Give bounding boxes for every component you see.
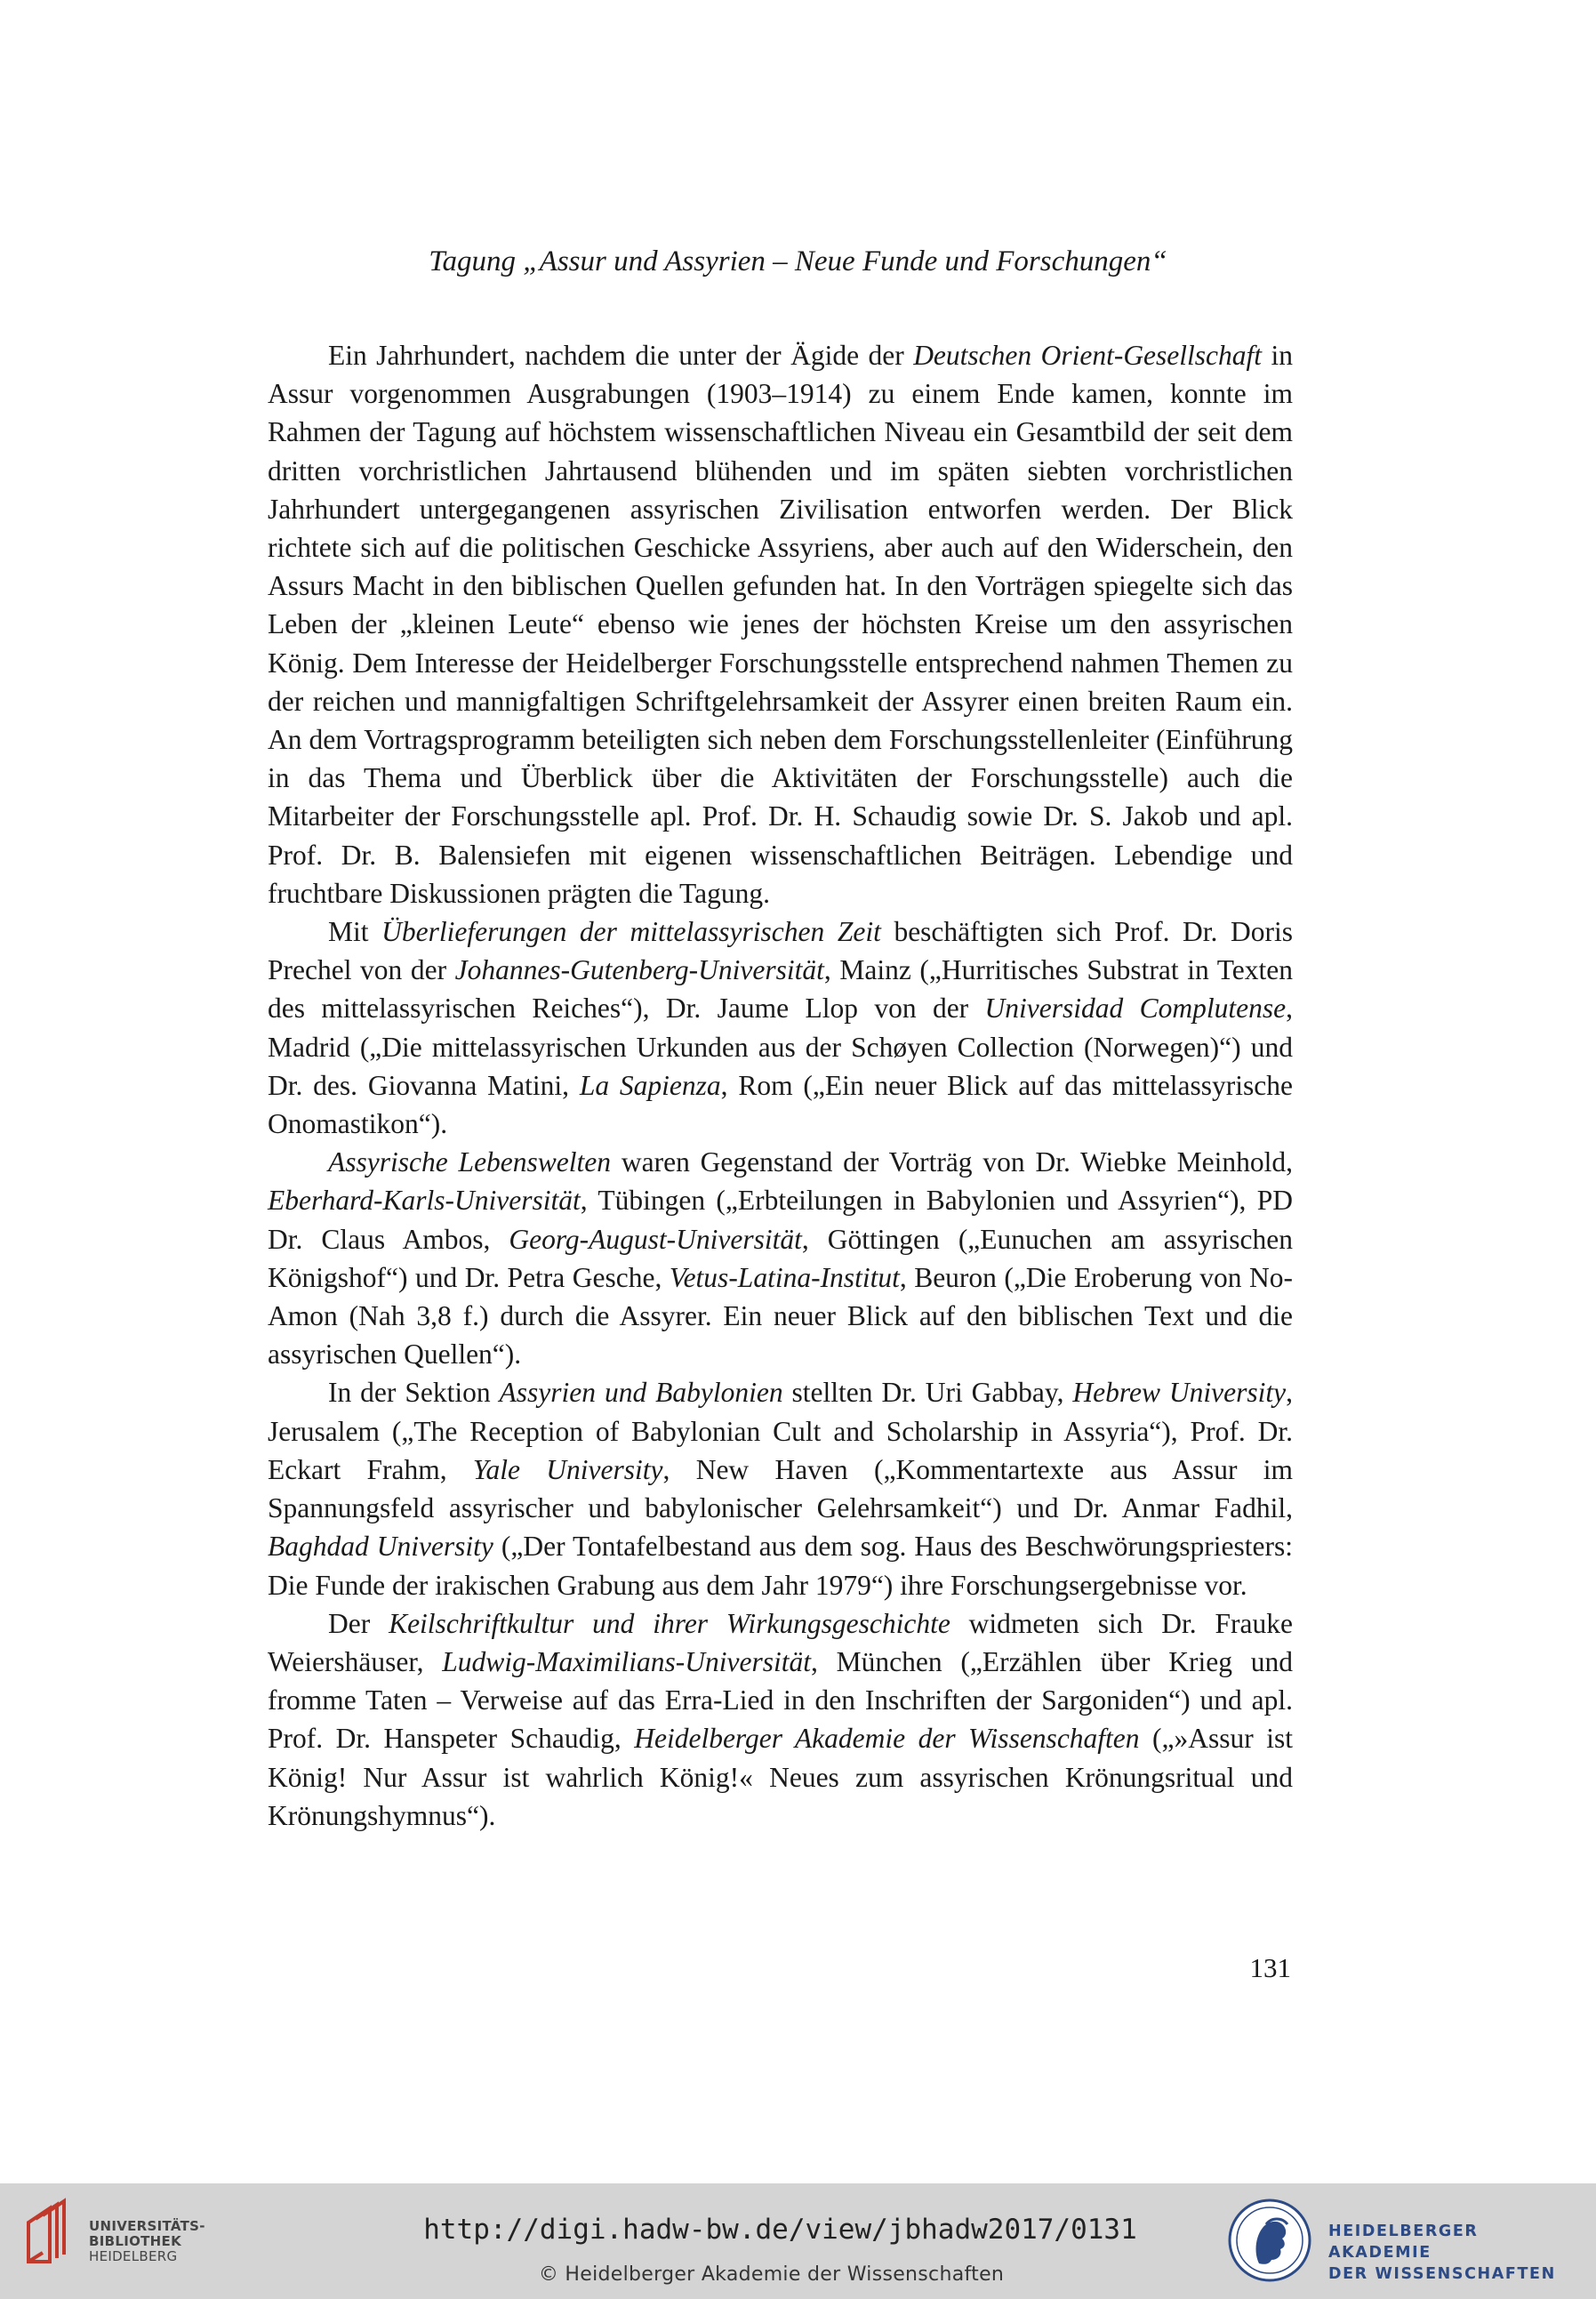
italic-run: Assyrien und Babylonien: [499, 1377, 783, 1409]
italic-run: Georg-August-Universität: [509, 1223, 802, 1255]
paragraph: [268, 912, 1293, 1143]
italic-run: Deutschen Orient-Gesellschaft: [913, 340, 1263, 371]
text-run: , Göttingen („Eunuchen am assyrischen Königshof“) und Dr. Petra Gesche,: [268, 1223, 1293, 1293]
running-head: Tagung „Assur und Assyrien – Neue Funde und Forschungen“: [429, 245, 1167, 277]
italic-run: Assyrische Lebenswelten: [328, 1146, 612, 1178]
footer-bar: [0, 2183, 1596, 2299]
italic-run: Johannes-Gutenberg-Universität: [454, 954, 824, 986]
text-run: widmeten sich Dr. Frauke Weiershäuser,: [268, 1607, 1293, 1677]
text-run: , Jerusalem („The Reception of Babylonian Cult and Scholarship in Assyria“), Prof. Dr. Eckart Frahm,: [268, 1377, 1293, 1485]
italic-run: La Sapienza: [579, 1069, 721, 1101]
copyright-notice: © Heidelberger Akademie der Wissenschaften: [538, 2263, 1005, 2286]
italic-run: Hebrew University: [1072, 1377, 1287, 1409]
text-run: stellten Dr. Uri Gabbay,: [782, 1377, 1073, 1409]
text-run: Ein Jahrhundert, nachdem die unter der Ägide der: [328, 340, 914, 371]
italic-run: Heidelberger Akademie der Wissenschaften: [634, 1723, 1140, 1755]
text-run: („Der Tontafelbestand aus dem sog. Haus des Beschwörungspriesters: Die Funde der irakischen Grabung aus dem Jahr 1979“) ihre Forschungsergebnisse vor.: [268, 1531, 1293, 1601]
italic-run: Eberhard-Karls-Universität: [268, 1185, 581, 1217]
text-run: , Madrid („Die mittelassyrischen Urkunden aus der Schøyen Collection (Norwegen)“) und Dr. des. Giovanna Matini,: [268, 993, 1294, 1101]
text-run: , München („Erzählen über Krieg und fromme Taten – Verweise auf das Erra-Lied in den Inschriften der Sargoniden“) und apl. Prof. Dr. Hanspeter Schaudig,: [268, 1645, 1294, 1755]
text-run: , Rom („Ein neuer Blick auf das mittelassyrische Onomastikon“).: [268, 1069, 1294, 1140]
paragraph: [268, 1143, 1293, 1373]
italic-run: Keilschriftkultur und ihrer Wirkungsgeschichte: [389, 1607, 950, 1639]
body-text: [268, 336, 1293, 1835]
text-run: waren Gegenstand der Vorträg von Dr. Wiebke Meinhold,: [611, 1146, 1293, 1178]
text-run: In der Sektion: [328, 1377, 500, 1409]
hadw-seal-icon: [1227, 2198, 1312, 2283]
library-name-line: HEIDELBERG: [89, 2248, 178, 2264]
text-run: beschäftigten sich Prof. Dr. Doris Prechel von der: [268, 916, 1294, 986]
library-name-line: BIBLIOTHEK: [89, 2233, 181, 2249]
text-run: , Mainz („Hurritisches Substrat in Texten des mittelassyrischen Reiches“), Dr. Jaume Llop von der: [268, 954, 1293, 1025]
academy-name: [1328, 2221, 1583, 2285]
italic-run: Vetus-Latina-Institut: [669, 1261, 900, 1293]
paragraph: [268, 1604, 1293, 1835]
library-name-line: UNIVERSITÄTS-: [89, 2218, 205, 2234]
italic-run: Baghdad University: [268, 1531, 493, 1563]
text-run: Mit: [328, 916, 382, 948]
paragraph: [268, 336, 1293, 912]
paragraph: [268, 1373, 1293, 1604]
text-run: , Beuron („Die Eroberung von No-Amon (Nah 3,8 f.) durch die Assyrer. Ein neuer Blick auf den biblischen Text und die assyrischen Quellen“).: [268, 1261, 1293, 1371]
italic-run: Ludwig-Maximilians-Universität: [442, 1645, 811, 1677]
text-run: , New Haven („Kommentartexte aus Assur im Spannungsfeld assyrischer und babylonischer Gelehrsamkeit“) und Dr. Anmar Fadhil,: [268, 1453, 1294, 1524]
text-run: , Tübingen („Erbteilungen in Babylonien und Assyrien“), PD Dr. Claus Ambos,: [268, 1185, 1293, 1255]
text-run: Der: [328, 1607, 389, 1639]
text-run: („»Assur ist König! Nur Assur ist wahrlich König!« Neues zum assyrischen Krönungsritual und Krönungshymnus“).: [268, 1723, 1293, 1831]
italic-run: Yale University: [472, 1453, 663, 1485]
permalink-url[interactable]: http://digi.hadw-bw.de/view/jbhadw2017/0131: [423, 2214, 1137, 2246]
italic-run: Überlieferungen der mittelassyrischen Zeit: [381, 916, 881, 948]
page-number: 131: [1249, 1952, 1291, 1983]
text-run: in Assur vorgenommen Ausgrabungen (1903–1914) zu einem Ende kamen, konnte im Rahmen der Tagung auf höchstem wissenschaftlichen Niveau ein Gesamtbild der seit dem dritten vorchristlichen Jahrtausend blühenden und im späten siebten vorchristlichen Jahrhundert untergegangenen assyrischen Zivilisation entworfen werden. Der Blick richtete sich auf die politischen Geschicke Assyriens, aber auch auf den Widerschein, den Assurs Macht in den biblischen Quellen gefunden hat. In den Vorträgen spiegelte sich das Leben der „kleinen Leute“ ebenso wie jenes der höchsten Kreise um den assyrischen König. Dem Interesse der Heidelberger Forschungsstelle entsprechend nahmen Themen zu der reichen und mannigfaltigen Schriftgelehrsamkeit der Assyrer einen breiten Raum ein. An dem Vortragsprogramm beteiligten sich neben dem Forschungsstellenleiter (Einführung in das Thema und Überblick über die Aktivitäten der Forschungsstelle) auch die Mitarbeiter der Forschungsstelle apl. Prof. Dr. H. Schaudig sowie Dr. S. Jakob und apl. Prof. Dr. B. Balensiefen mit eigenen wissenschaftlichen Beiträgen. Lebendige und fruchtbare Diskussionen prägten die Tagung.: [268, 340, 1293, 909]
academy-name-line: DER WISSENSCHAFTEN: [1328, 2265, 1556, 2283]
academy-logo[interactable]: [1227, 2192, 1583, 2290]
italic-run: Universidad Complutense: [984, 993, 1287, 1025]
academy-name-line: HEIDELBERGER AKADEMIE: [1328, 2223, 1479, 2262]
